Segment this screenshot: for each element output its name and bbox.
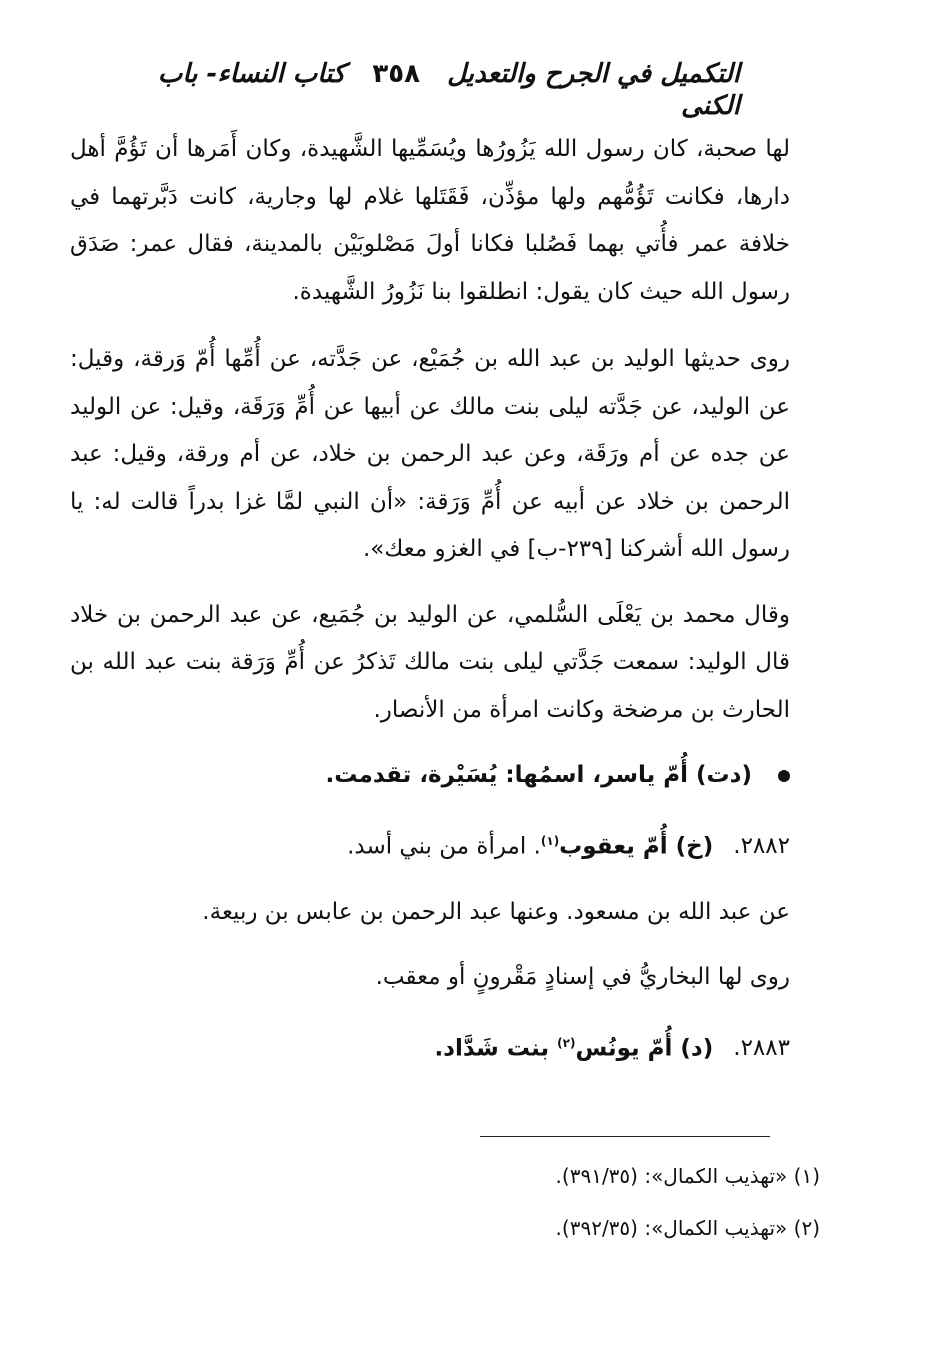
body-text (70, 126, 790, 1091)
paragraph-entry-2882-bukhari: روى لها البخاريُّ في إسنادٍ مَقْرونٍ أو معقب. (375, 964, 790, 991)
paragraph-biography: لها صحبة، كان رسول الله يَزُورُها ويُسَمِّيها الشَّهيدة، وكان أَمَرها أن تَؤُمَّ أهل دارها، فكانت تَؤُمُّهم ولها مؤذِّن، فَقَتَلها غلام لها وجارية، كانت دَبَّرتهما في خلافة عمر فأُتي بهما فَصُلبا فكانا أولَ مَصْلوبَيْن بالمدينة، فقال عمر: صَدَق رسول الله حيث كان يقول: انطلقوا بنا نَزُورُ الشَّهيدة. (70, 136, 790, 305)
entry-description: . امرأة من بني أسد. (347, 833, 541, 860)
footnote-ref: (١) (540, 833, 560, 848)
bullet-icon (778, 770, 790, 782)
footnote-divider (480, 1136, 770, 1137)
entry-name: أُمّ يونُس (575, 1035, 673, 1062)
paragraph-narration: وقال محمد بن يَعْلَى السُّلمي، عن الوليد بن جُمَيع، عن عبد الرحمن بن خلاد قال الوليد: سمعت جَدَّتي ليلى بنت مالك تَذكرُ عن أُمِّ وَرَقة بنت عبد الله بن الحارث بن مرضخة وكانت امرأة من الأنصار. (70, 601, 790, 723)
running-header (100, 58, 740, 122)
footnote-ref: (٢) (557, 1035, 576, 1050)
header-chapter-title: كتاب النساء- باب الكنى (157, 59, 740, 121)
entry-description: بنت شَدَّاد. (434, 1035, 558, 1062)
footnotes (380, 1150, 820, 1254)
paragraph-entry-2882-narrators: عن عبد الله بن مسعود. وعنها عبد الرحمن بن عابس بن ربيعة. (202, 898, 790, 925)
entry-name: أُمّ يعقوب (559, 833, 668, 860)
entry-umm-yasir (70, 752, 790, 800)
entry-2882 (70, 818, 790, 871)
footnote-2: (٢) «تهذيب الكمال»: (٣٩٢/٣٥). (555, 1216, 820, 1240)
entry-2883 (70, 1020, 790, 1073)
entry-number: ٢٨٨٣. (733, 1035, 790, 1062)
entry-code: (خ) (675, 833, 714, 860)
entry-code: (د) (680, 1035, 714, 1062)
entry-name: أُمّ ياسر، اسمُها: يُسَيْرة، تقدمت. (325, 762, 689, 788)
page-number: ٣٥٨ (372, 59, 421, 89)
footnote-1: (١) «تهذيب الكمال»: (٣٩١/٣٥). (555, 1164, 820, 1188)
paragraph-hadith-chain: روى حديثها الوليد بن عبد الله بن جُمَيْع، عن جَدَّته، عن أُمِّها أُمّ وَرقة، وقيل: عن الوليد، عن جَدَّته ليلى بنت مالك عن أبيها عن أُمِّ وَرَقَة، وقيل: عن الوليد عن جده عن أم ورَقَة، وعن عبد الرحمن بن خلاد، عن أم ورقة، وقيل: عبد الرحمن بن خلاد عن أبيه عن أُمِّ وَرَقة: «أن النبي لمَّا غزا بدراً قالت له: يا رسول الله أشركنا [٢٣٩-ب] في الغزو معك». (70, 346, 790, 562)
entry-code: (دت) (696, 762, 752, 788)
header-book-title: التكميل في الجرح والتعديل (447, 59, 740, 89)
entry-number: ٢٨٨٢. (733, 833, 790, 860)
